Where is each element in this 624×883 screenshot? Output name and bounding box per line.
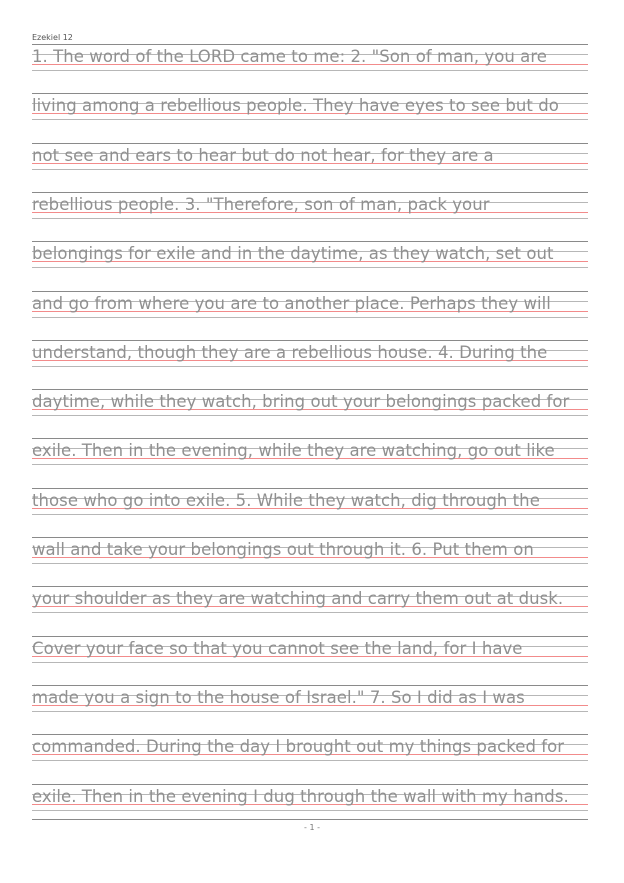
- descender-rule: [32, 267, 588, 268]
- trace-text: and go from where you are to another place. Perhaps they will: [32, 293, 551, 313]
- top-rule: [32, 537, 588, 538]
- trace-text: wall and take your belongings out through it. 6. Put them on: [32, 540, 534, 559]
- trace-text: not see and ears to hear but do not hear, for they are a: [32, 145, 494, 165]
- writing-row: [32, 784, 588, 824]
- top-rule: [32, 636, 588, 637]
- top-rule: [32, 143, 588, 144]
- writing-row: [32, 192, 588, 232]
- trace-text: commanded. During the day I brought out my things packed for: [32, 737, 565, 757]
- trace-text: exile. Then in the evening, while they are watching, go out like: [32, 441, 555, 461]
- top-rule: [32, 586, 588, 587]
- trace-text: 1. The word of the LORD came to me: 2. "Son of man, you are: [32, 47, 548, 66]
- writing-row: [32, 734, 588, 774]
- descender-rule: [32, 464, 588, 465]
- writing-row: [32, 685, 588, 725]
- top-rule: [32, 389, 588, 390]
- trace-text: made you a sign to the house of Israel." 7. So I did as I was: [32, 687, 525, 707]
- descender-rule: [32, 810, 588, 811]
- top-rule: [32, 93, 588, 94]
- top-rule: [32, 488, 588, 489]
- descender-rule: [32, 218, 588, 219]
- top-rule: [32, 734, 588, 735]
- top-rule: [32, 340, 588, 341]
- top-rule: [32, 784, 588, 785]
- top-rule: [32, 241, 588, 242]
- descender-rule: [32, 711, 588, 712]
- descender-rule: [32, 317, 588, 318]
- trace-text: Cover your face so that you cannot see the land, for I have: [32, 638, 523, 658]
- top-rule: [32, 291, 588, 292]
- writing-row: [32, 389, 588, 429]
- top-rule: [32, 685, 588, 686]
- writing-row: [32, 241, 588, 281]
- top-rule: [32, 438, 588, 439]
- trace-text: living among a rebellious people. They have eyes to see but do: [32, 96, 559, 116]
- descender-rule: [32, 563, 588, 564]
- descender-rule: [32, 415, 588, 416]
- writing-row: [32, 143, 588, 183]
- descender-rule: [32, 169, 588, 170]
- writing-row: [32, 438, 588, 478]
- descender-rule: [32, 612, 588, 613]
- trace-text: understand, though they are a rebellious house. 4. During the: [32, 342, 548, 362]
- descender-rule: [32, 70, 588, 71]
- top-rule: [32, 44, 588, 45]
- writing-row: [32, 537, 588, 577]
- descender-rule: [32, 760, 588, 761]
- descender-rule: [32, 119, 588, 120]
- trace-text: exile. Then in the evening I dug through the wall with my hands.: [32, 786, 569, 806]
- trace-text: belongings for exile and in the daytime, as they watch, set out: [32, 244, 554, 264]
- descender-rule: [32, 662, 588, 663]
- writing-row: [32, 93, 588, 133]
- top-rule: [32, 192, 588, 193]
- writing-row: [32, 44, 588, 84]
- trace-text: your shoulder as they are watching and carry them out at dusk.: [32, 589, 564, 609]
- writing-row: [32, 488, 588, 528]
- bottom-rule: [32, 819, 588, 820]
- writing-row: [32, 291, 588, 331]
- writing-row: [32, 636, 588, 676]
- descender-rule: [32, 366, 588, 367]
- page-number: - 1 -: [304, 823, 320, 832]
- trace-text: rebellious people. 3. "Therefore, son of man, pack your: [32, 194, 490, 214]
- writing-row: [32, 586, 588, 626]
- chapter-heading: Ezekiel 12: [32, 33, 73, 42]
- trace-text: daytime, while they watch, bring out your belongings packed for: [32, 392, 570, 412]
- writing-row: [32, 340, 588, 380]
- trace-text: those who go into exile. 5. While they watch, dig through the: [32, 490, 540, 510]
- descender-rule: [32, 514, 588, 515]
